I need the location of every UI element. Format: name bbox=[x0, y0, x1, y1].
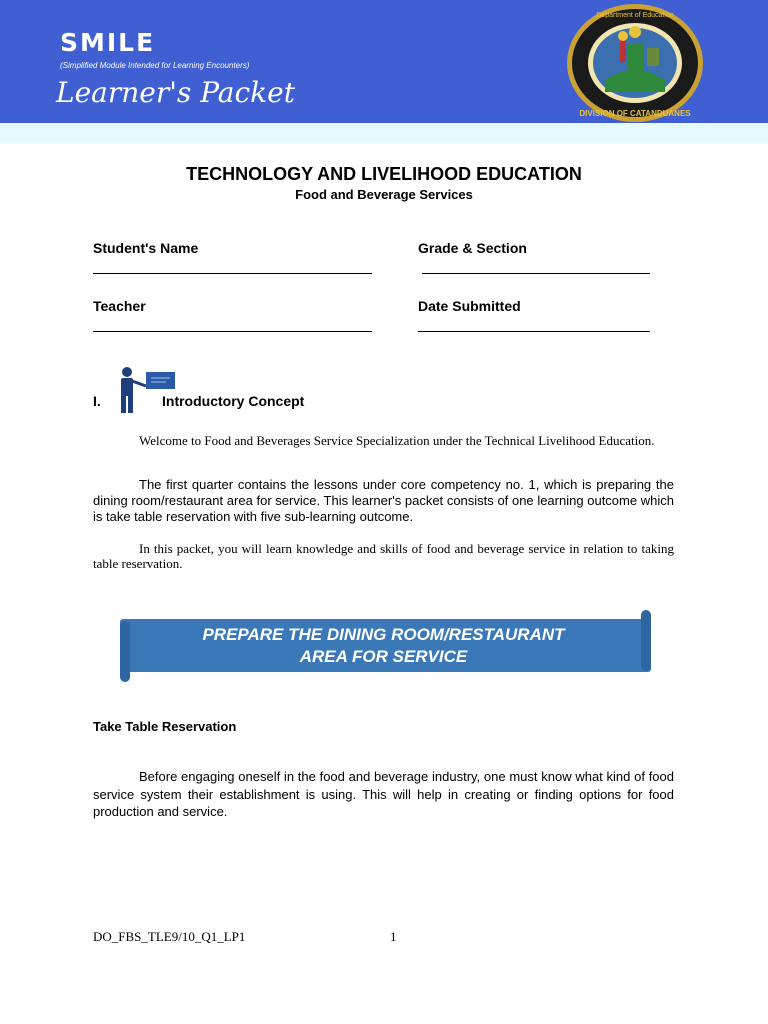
subsection-paragraph: Before engaging oneself in the food and beverage industry, one must know what kind of food service system their establishment is using. This will help in creating or finding options for food production and service. bbox=[93, 769, 674, 819]
brand-subtitle: (Simplified Module Intended for Learning Encounters) bbox=[60, 61, 250, 70]
packet-title: Learner's Packet bbox=[56, 76, 295, 109]
teacher-label: Teacher bbox=[93, 298, 146, 314]
svg-text:DIVISION OF CATANDUANES: DIVISION OF CATANDUANES bbox=[579, 109, 691, 118]
grade-section-line bbox=[422, 273, 650, 274]
intro-paragraph-3: In this packet, you will learn knowledge and skills of food and beverage service in relation to taking table reservation. bbox=[93, 541, 674, 571]
teacher-line bbox=[93, 331, 372, 332]
header-strip bbox=[0, 123, 768, 143]
division-seal-icon bbox=[565, 2, 705, 124]
student-name-label: Student's Name bbox=[93, 240, 199, 256]
intro-paragraph-1: Welcome to Food and Beverages Service Specialization under the Technical Livelihood Education. bbox=[139, 433, 655, 448]
section-number: I. bbox=[93, 393, 101, 409]
page-number: 1 bbox=[390, 929, 397, 944]
date-submitted-label: Date Submitted bbox=[418, 298, 521, 314]
topic-scroll-text bbox=[126, 624, 641, 668]
document-code: DO_FBS_TLE9/10_Q1_LP1 bbox=[93, 929, 246, 944]
intro-paragraph-2: The first quarter contains the lessons under core competency no. 1, which is preparing the dining room/restaurant area for service. This learner's packet consists of one learning outcome which is take table reservation with five sub-learning outcome. bbox=[93, 477, 674, 524]
date-submitted-line bbox=[418, 331, 650, 332]
document-subtitle: Food and Beverage Services bbox=[295, 187, 473, 202]
subsection-title: Take Table Reservation bbox=[93, 719, 237, 734]
student-name-line bbox=[93, 273, 372, 274]
grade-section-label: Grade & Section bbox=[418, 240, 527, 256]
topic-line-1: PREPARE THE DINING ROOM/RESTAURANT bbox=[202, 625, 565, 644]
svg-text:Department of Education: Department of Education bbox=[596, 12, 674, 19]
document-title: TECHNOLOGY AND LIVELIHOOD EDUCATION bbox=[186, 164, 582, 184]
section-title: Introductory Concept bbox=[162, 393, 305, 409]
topic-line-2: AREA FOR SERVICE bbox=[299, 647, 468, 666]
brand-title: SMILE bbox=[60, 28, 156, 57]
